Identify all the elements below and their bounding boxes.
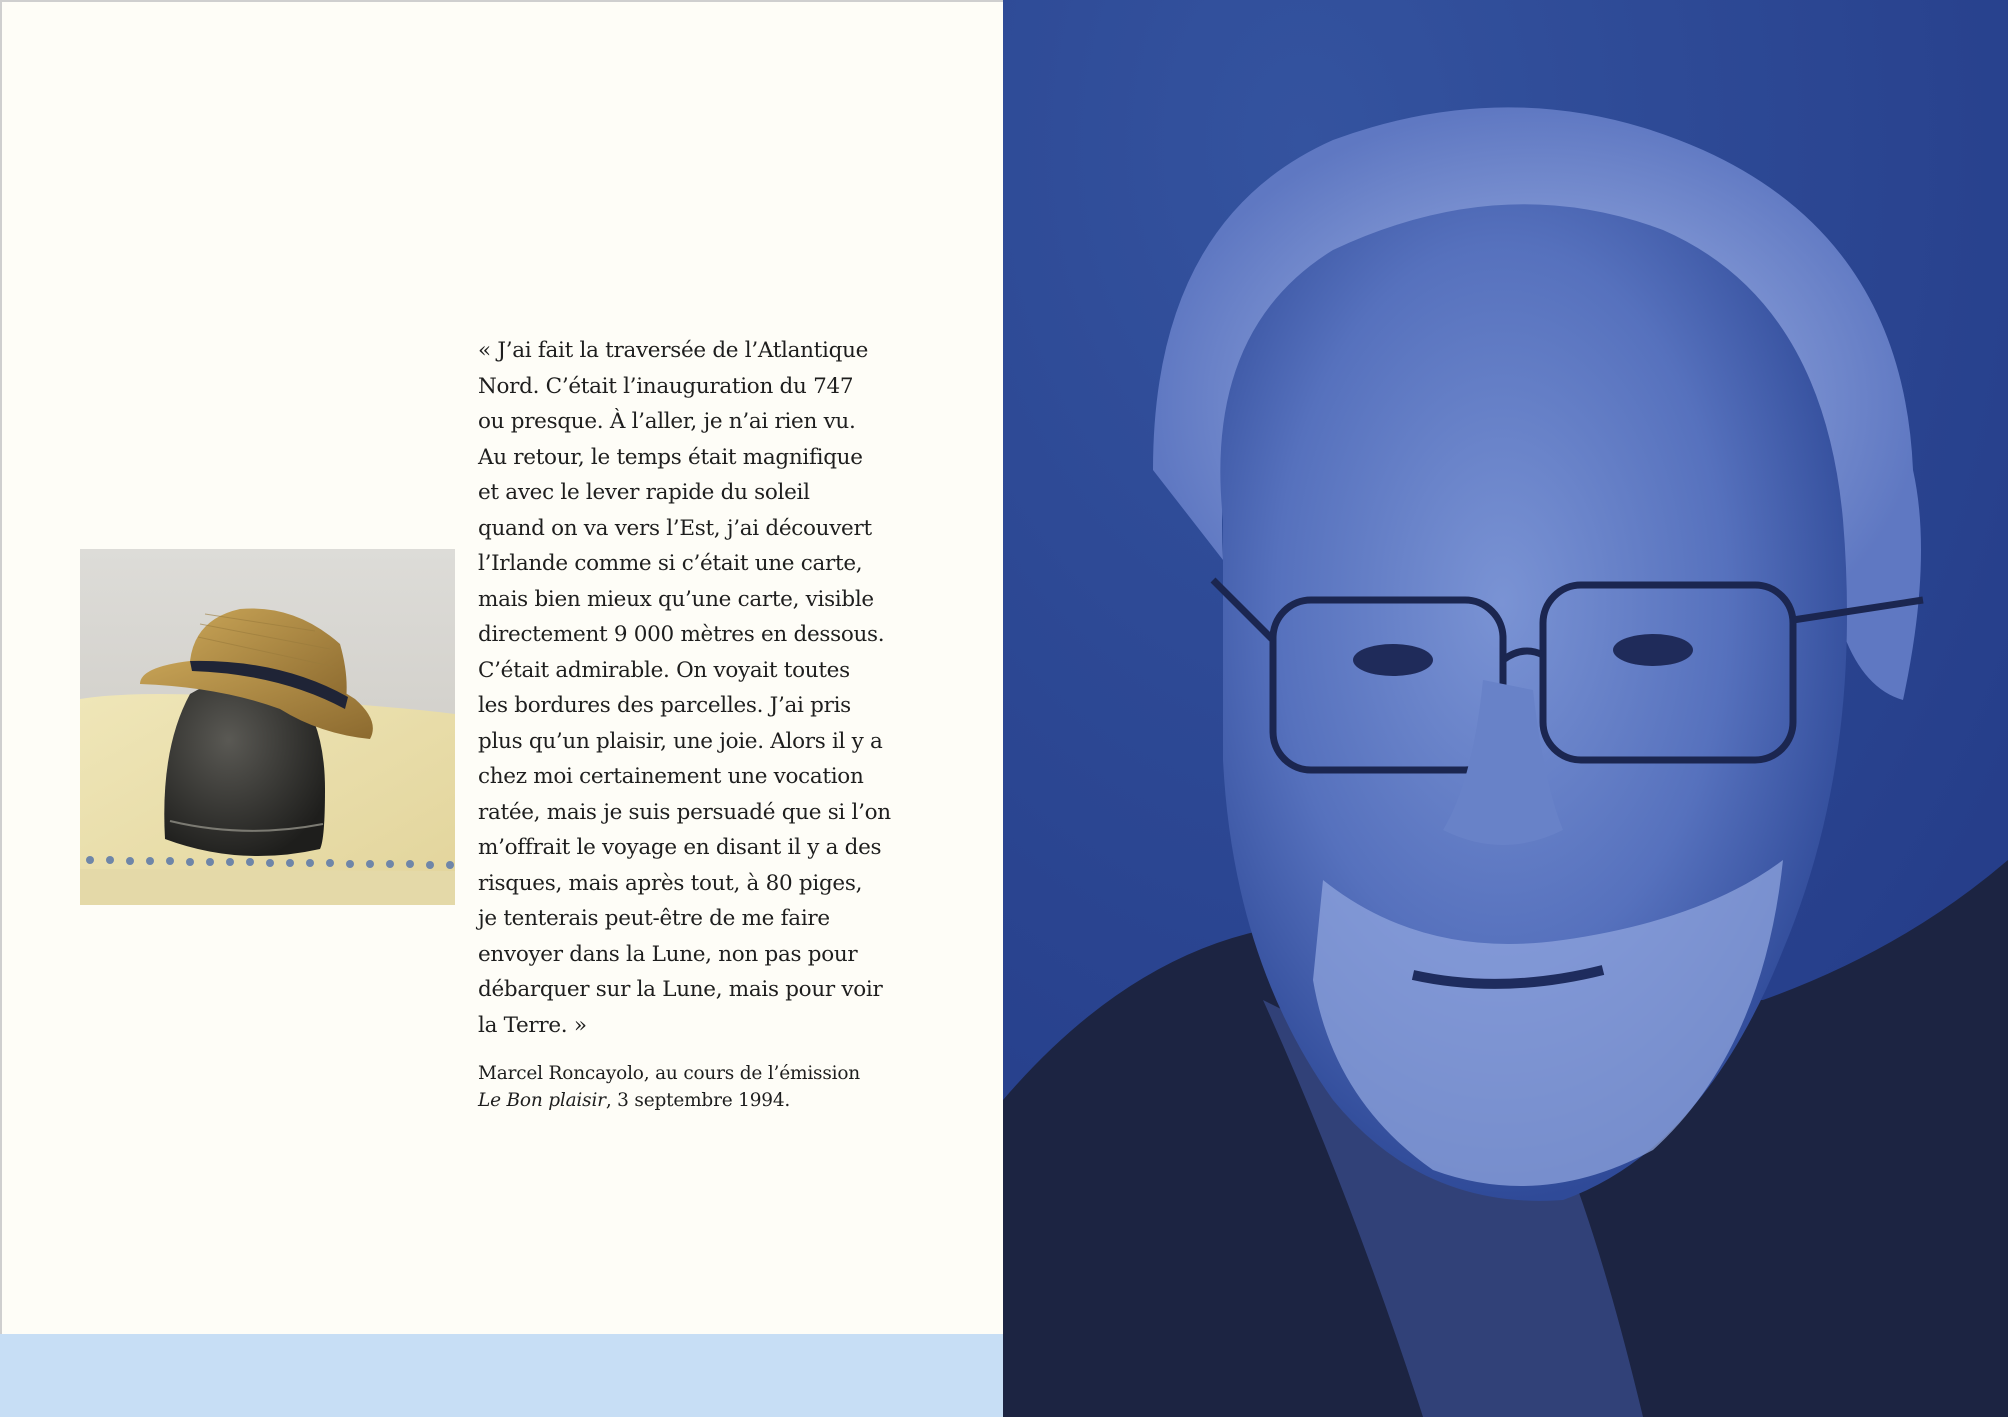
- quote-line: mais bien mieux qu’une carte, visible: [478, 586, 874, 612]
- quote-line: chez moi certainement une vocation: [478, 764, 864, 789]
- quote-line: l’Irlande comme si c’était une carte,: [478, 551, 863, 576]
- attribution-author: Marcel Roncayolo, au cours de l’émission: [478, 1063, 860, 1084]
- attribution-date: , 3 septembre 1994.: [605, 1090, 791, 1111]
- quote-line: m’offrait le voyage en disant il y a des: [478, 835, 882, 860]
- quote-line: « J’ai fait la traversée de l’Atlantique: [478, 338, 869, 363]
- program-title: Le Bon plaisir: [478, 1090, 606, 1111]
- quote-line: quand on va vers l’Est, j’ai découvert: [478, 515, 872, 541]
- hat-photo: [80, 549, 455, 905]
- hat-on-form-image: [80, 549, 455, 905]
- portrait-image: [1003, 0, 2008, 1417]
- attribution-source: [478, 1087, 898, 1114]
- quote-line: ou presque. À l’aller, je n’ai rien vu.: [478, 409, 856, 434]
- quote-line: envoyer dans la Lune, non pas pour: [478, 941, 858, 967]
- quote-block: [478, 333, 898, 1043]
- quote-line: ratée, mais je suis persuadé que si l’on: [478, 799, 891, 825]
- quote-line: je tenterais peut-être de me faire: [478, 906, 830, 931]
- quote-line: Nord. C’était l’inauguration du 747: [478, 373, 854, 399]
- quote-line: et avec le lever rapide du soleil: [478, 480, 810, 505]
- portrait-photo: [1003, 0, 2008, 1417]
- quote-line: Au retour, le temps était magnifique: [478, 444, 863, 470]
- quote-line: risques, mais après tout, à 80 piges,: [478, 870, 863, 896]
- quote-line: les bordures des parcelles. J’ai pris: [478, 693, 851, 718]
- bottom-color-band: [0, 1334, 1003, 1417]
- quote-line: C’était admirable. On voyait toutes: [478, 657, 850, 683]
- quote-attribution: [478, 1060, 898, 1114]
- quote-line: directement 9 000 mètres en dessous.: [478, 622, 885, 647]
- quote-line: plus qu’un plaisir, une joie. Alors il y a: [478, 728, 883, 754]
- quote-line: la Terre. »: [478, 1012, 587, 1038]
- quote-line: débarquer sur la Lune, mais pour voir: [478, 977, 883, 1002]
